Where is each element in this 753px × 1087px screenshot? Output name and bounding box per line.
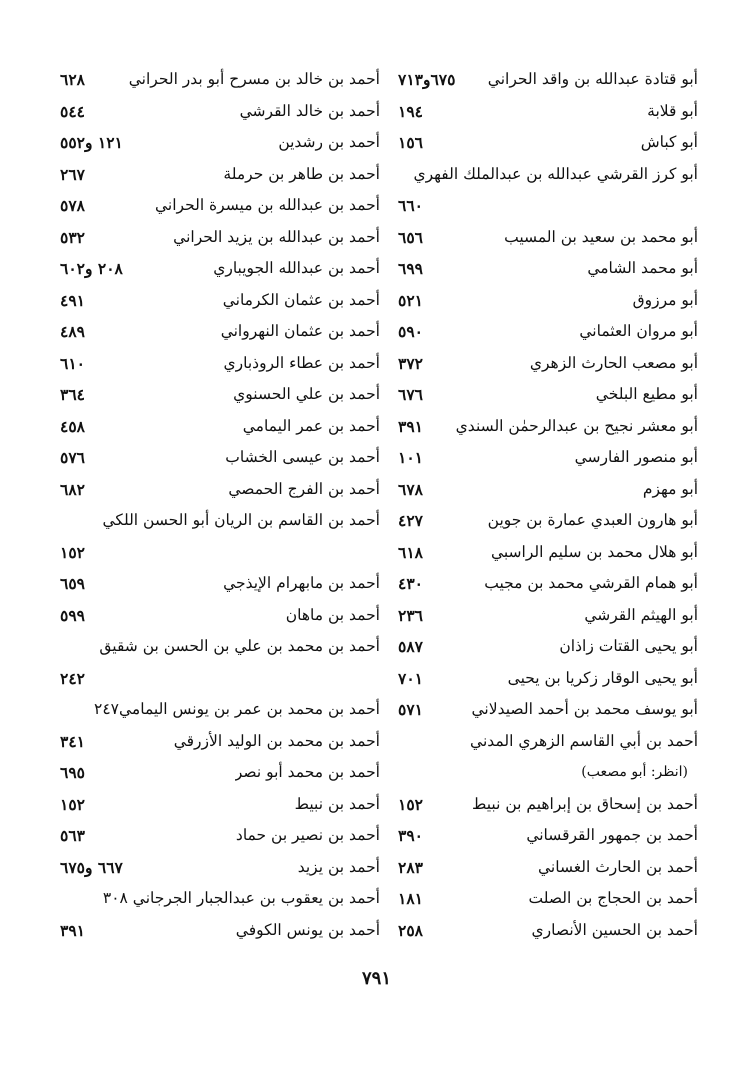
entry-page-ref bbox=[398, 159, 406, 191]
entry-name: أحمد بن جمهور القرقساني bbox=[526, 826, 698, 844]
entry-name: أحمد بن نبيط bbox=[294, 794, 380, 813]
entry-page-ref: ٤٩١ bbox=[60, 290, 85, 310]
entry-page-ref: ١٠١ bbox=[398, 448, 423, 467]
entry-name: أبو مهزم bbox=[642, 479, 698, 498]
entry-name: أحمد بن عبدالله بن ميسرة الحراني bbox=[155, 196, 380, 214]
index-entry bbox=[398, 253, 698, 285]
index-entry bbox=[398, 64, 698, 96]
index-entry bbox=[60, 505, 380, 537]
entry-page-ref: ٥٢١ bbox=[398, 290, 423, 310]
entry-name: أبو كرز القرشي عبدالله بن عبدالملك الفهري bbox=[413, 164, 698, 183]
index-entry bbox=[60, 379, 380, 411]
entry-page-ref: ٦٩٩ bbox=[398, 259, 423, 278]
index-entry bbox=[398, 127, 698, 159]
entry-name: أحمد بن محمد أبو نصر bbox=[234, 763, 380, 781]
entry-name: أبو مطيع البلخي bbox=[595, 385, 698, 403]
index-entry bbox=[398, 694, 698, 726]
index-entry bbox=[60, 96, 380, 128]
entry-name: أحمد بن يعقوب بن عبدالجبار الجرجاني ٣٠٨ bbox=[102, 889, 380, 907]
entry-page-ref bbox=[60, 505, 68, 537]
entry-name: أحمد بن رشدين bbox=[278, 133, 380, 151]
index-entry bbox=[60, 537, 380, 569]
entry-page-ref: ٣٩١ bbox=[398, 416, 423, 436]
entry-page-ref: ٥٧١ bbox=[398, 700, 423, 719]
entry-page-ref: ٥٦٣ bbox=[60, 826, 85, 845]
entry-page-ref bbox=[398, 726, 406, 758]
index-entry bbox=[60, 883, 380, 915]
entry-page-ref: ١٥٢ bbox=[60, 794, 85, 814]
entry-name: أحمد بن الحجاج بن الصلت bbox=[528, 889, 698, 907]
entry-name: أحمد بن يزيد bbox=[297, 857, 380, 876]
entry-name: أحمد بن طاهر بن حرملة bbox=[223, 164, 380, 183]
entry-name: أحمد بن محمد بن الوليد الأزرقي bbox=[173, 731, 380, 750]
entry-name: أحمد بن الحسين الأنصاري bbox=[531, 920, 698, 939]
entry-page-ref: ٣٧٢ bbox=[398, 353, 423, 373]
entry-page-ref: ٥٣٢ bbox=[60, 227, 85, 247]
entry-page-ref: ٥٤٤ bbox=[60, 101, 85, 121]
index-entry bbox=[398, 316, 698, 348]
index-entry bbox=[398, 96, 698, 128]
entry-name: أحمد بن خالد القرشي bbox=[239, 101, 380, 120]
index-entry bbox=[60, 789, 380, 821]
entry-page-ref bbox=[60, 631, 68, 663]
entry-name: أبو قتادة عبدالله بن واقد الحراني bbox=[487, 70, 698, 88]
index-entry bbox=[398, 348, 698, 380]
index-entry bbox=[60, 694, 380, 726]
entry-name: أبو يحيى الوقار زكريا بن يحيى bbox=[507, 668, 698, 687]
entry-name: أحمد بن عبدالله بن يزيد الحراني bbox=[173, 227, 380, 246]
entry-page-ref bbox=[60, 694, 68, 726]
entry-page-ref: ٢٣٦ bbox=[398, 605, 423, 625]
entry-page-ref: ٦٢٨ bbox=[60, 70, 85, 89]
entry-page-ref: ٥٨٧ bbox=[398, 637, 423, 656]
entry-name: أبو معشر نجيح بن عبدالرحمٰن السندي bbox=[455, 416, 698, 435]
index-column-left bbox=[60, 64, 380, 946]
index-entry bbox=[60, 852, 380, 884]
entry-page-ref: ١٥٢ bbox=[60, 542, 85, 562]
index-entry bbox=[398, 631, 698, 663]
entry-page-ref: ٥٧٦ bbox=[60, 448, 85, 467]
entry-page-ref: ٥٩٩ bbox=[60, 605, 85, 625]
entry-page-ref: ٦٧٥و٧١٣ bbox=[398, 70, 456, 89]
index-entry bbox=[60, 222, 380, 254]
index-entry bbox=[398, 190, 698, 222]
entry-name: أحمد بن محمد بن عمر بن يونس اليمامي٢٤٧ bbox=[94, 700, 380, 718]
index-entry bbox=[398, 568, 698, 600]
entry-name: أبو كباش bbox=[640, 133, 698, 151]
entry-name: أحمد بن محمد بن علي بن الحسن بن شقيق bbox=[99, 637, 380, 655]
entry-page-ref: ٢٦٧ bbox=[60, 164, 85, 184]
index-entry bbox=[60, 568, 380, 600]
index-entry bbox=[60, 757, 380, 789]
index-entry bbox=[398, 159, 698, 191]
entry-name: أبو محمد الشامي bbox=[587, 259, 698, 277]
entry-page-ref: ٦٦٧ و٦٧٥ bbox=[60, 857, 123, 877]
entry-page-ref bbox=[398, 757, 406, 789]
entry-page-ref: ٤٣٠ bbox=[398, 574, 423, 593]
index-entry bbox=[60, 474, 380, 506]
index-entry bbox=[398, 505, 698, 537]
index-entry bbox=[398, 442, 698, 474]
entry-page-ref: ٦٥٩ bbox=[60, 574, 85, 593]
entry-page-ref: ٤٥٨ bbox=[60, 416, 85, 436]
entry-name: أحمد بن نصير بن حماد bbox=[235, 826, 380, 844]
index-entry bbox=[60, 442, 380, 474]
entry-name: أبو مروان العثماني bbox=[579, 322, 698, 340]
entry-name: أبو محمد بن سعيد بن المسيب bbox=[504, 227, 698, 246]
index-entry bbox=[60, 253, 380, 285]
entry-name: أبو هارون العبدي عمارة بن جوين bbox=[487, 511, 698, 529]
index-entry bbox=[60, 411, 380, 443]
entry-name: أحمد بن عبدالله الجويباري bbox=[213, 259, 380, 277]
entry-name: أحمد بن ماهان bbox=[285, 605, 380, 624]
index-entry bbox=[398, 726, 698, 758]
index-entry bbox=[60, 663, 380, 695]
entry-name: أحمد بن عمر اليمامي bbox=[242, 416, 380, 435]
entry-name: أحمد بن أبي القاسم الزهري المدني bbox=[470, 731, 698, 750]
entry-page-ref: ٦٦٠ bbox=[398, 196, 423, 215]
index-entry bbox=[60, 285, 380, 317]
entry-page-ref: ٢٤٢ bbox=[60, 668, 85, 688]
page-number: ٧٩١ bbox=[361, 968, 391, 989]
index-entry bbox=[398, 915, 698, 947]
entry-name: أحمد بن عطاء الروذباري bbox=[223, 353, 380, 372]
index-entry bbox=[398, 222, 698, 254]
entry-page-ref: ٣٤١ bbox=[60, 731, 85, 751]
index-entry bbox=[398, 757, 698, 789]
index-entry bbox=[398, 474, 698, 506]
entry-name: أحمد بن إسحاق بن إبراهيم بن نبيط bbox=[472, 794, 698, 813]
entry-page-ref: ١٥٢ bbox=[398, 794, 423, 814]
entry-name: (انظر: أبو مصعب) bbox=[581, 764, 688, 780]
entry-page-ref: ٦٧٦ bbox=[398, 385, 423, 404]
entry-name: أبو مصعب الحارث الزهري bbox=[529, 353, 698, 372]
index-entry bbox=[60, 726, 380, 758]
index-entry bbox=[398, 663, 698, 695]
index-entry bbox=[398, 883, 698, 915]
entry-name: أبو الهيثم القرشي bbox=[584, 605, 698, 624]
index-entry bbox=[60, 159, 380, 191]
entry-name: أحمد بن الحارث الغساني bbox=[537, 857, 698, 876]
index-entry bbox=[398, 852, 698, 884]
index-entry bbox=[60, 348, 380, 380]
entry-name: أبو قلابة bbox=[647, 101, 698, 120]
entry-page-ref: ٥٧٨ bbox=[60, 196, 85, 215]
entry-page-ref: ٢٨٣ bbox=[398, 857, 423, 877]
entry-name: أحمد بن خالد بن مسرح أبو بدر الحراني bbox=[128, 70, 380, 88]
entry-page-ref: ٢٠٨ و٦٠٢ bbox=[60, 259, 123, 278]
entry-page-ref: ٦٧٨ bbox=[398, 479, 423, 499]
entry-name: أحمد بن عثمان النهرواني bbox=[220, 322, 380, 340]
entry-name: أبو يحيى القتات زاذان bbox=[559, 637, 698, 655]
entry-page-ref: ٢٥٨ bbox=[398, 920, 423, 940]
entry-page-ref: ٦٥٦ bbox=[398, 227, 423, 247]
entry-name: أبو يوسف محمد بن أحمد الصيدلاني bbox=[471, 700, 698, 718]
entry-name: أبو همام القرشي محمد بن مجيب bbox=[484, 574, 698, 592]
index-entry bbox=[60, 631, 380, 663]
index-entry bbox=[398, 789, 698, 821]
entry-name: أحمد بن عيسى الخشاب bbox=[225, 448, 380, 466]
entry-page-ref: ٦٨٢ bbox=[60, 479, 85, 499]
index-entry bbox=[398, 379, 698, 411]
entry-name: أحمد بن الفرج الحمصي bbox=[228, 479, 380, 498]
entry-name: أحمد بن مابهرام الإيذجي bbox=[223, 574, 380, 592]
index-entry bbox=[398, 285, 698, 317]
entry-page-ref: ١٢١ و٥٥٢ bbox=[60, 133, 123, 152]
entry-page-ref: ٦٩٥ bbox=[60, 763, 85, 782]
entry-page-ref: ٣٦٤ bbox=[60, 385, 85, 404]
entry-name: أبو هلال محمد بن سليم الراسبي bbox=[490, 542, 698, 561]
entry-name: أبو مرزوق bbox=[632, 290, 698, 309]
entry-page-ref: ٣٩٠ bbox=[398, 826, 423, 845]
index-entry bbox=[398, 411, 698, 443]
index-entry bbox=[60, 820, 380, 852]
entry-name: أحمد بن القاسم بن الريان أبو الحسن اللكي bbox=[102, 511, 380, 529]
index-column-right bbox=[398, 64, 698, 946]
entry-page-ref: ١٩٤ bbox=[398, 101, 423, 121]
entry-page-ref: ٥٩٠ bbox=[398, 322, 423, 341]
entry-page-ref: ٣٩١ bbox=[60, 920, 85, 940]
index-entry bbox=[60, 127, 380, 159]
index-entry bbox=[60, 64, 380, 96]
index-entry bbox=[398, 537, 698, 569]
entry-name: أحمد بن يونس الكوفي bbox=[235, 920, 380, 939]
index-entry bbox=[398, 820, 698, 852]
entry-page-ref: ٦١٠ bbox=[60, 353, 85, 373]
index-entry bbox=[60, 915, 380, 947]
entry-page-ref: ١٥٦ bbox=[398, 133, 423, 152]
entry-page-ref: ٤٢٧ bbox=[398, 511, 423, 530]
entry-name: أحمد بن عثمان الكرماني bbox=[222, 290, 380, 309]
index-entry bbox=[60, 600, 380, 632]
index-entry bbox=[60, 190, 380, 222]
entry-page-ref: ٦١٨ bbox=[398, 542, 423, 562]
index-entry bbox=[60, 316, 380, 348]
index-entry bbox=[398, 600, 698, 632]
entry-page-ref: ١٨١ bbox=[398, 889, 423, 908]
entry-page-ref: ٤٨٩ bbox=[60, 322, 85, 341]
entry-page-ref bbox=[60, 883, 68, 915]
entry-name: أبو منصور الفارسي bbox=[574, 448, 698, 466]
entry-name: أحمد بن علي الحسنوي bbox=[233, 385, 380, 403]
entry-page-ref: ٧٠١ bbox=[398, 668, 423, 688]
